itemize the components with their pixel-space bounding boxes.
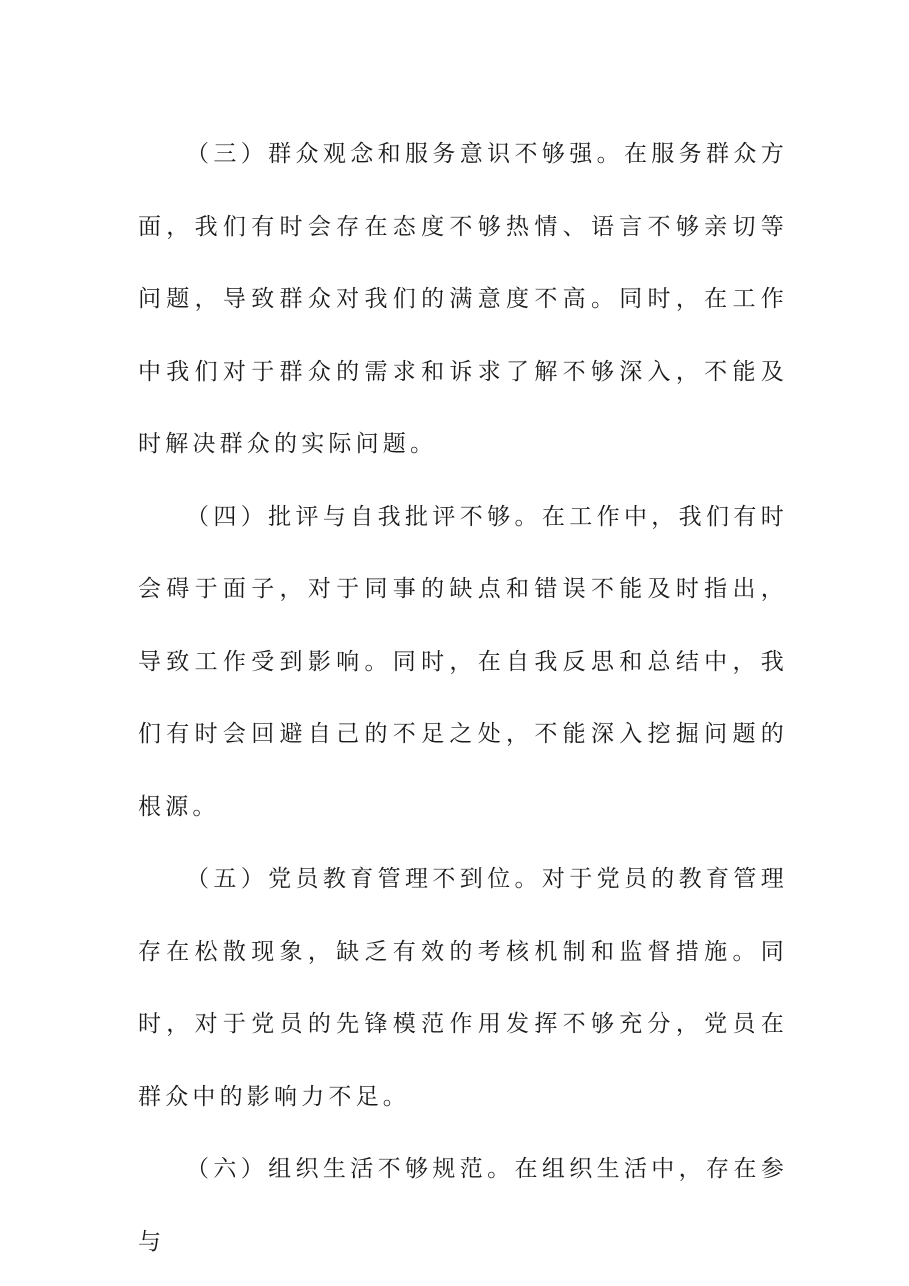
paragraph-5: （五）党员教育管理不到位。对于党员的教育管理存在松散现象，缺乏有效的考核机制和监督措施。同时，对于党员的先锋模范作用发挥不够充分，党员在群众中的影响力不足。 [138,866,788,1110]
paragraph-3: （三）群众观念和服务意识不够强。在服务群众方面，我们有时会存在态度不够热情、语言不够亲切等问题，导致群众对我们的满意度不高。同时，在工作中我们对于群众的需求和诉求了解不够深入，不能及时解决群众的实际问题。 [138,141,788,457]
paragraph-6: （六）组织生活不够规范。在组织生活中，存在参与 [138,1156,788,1255]
paragraph-4: （四）批评与自我批评不够。在工作中，我们有时会碍于面子，对于同事的缺点和错误不能及时指出，导致工作受到影响。同时，在自我反思和总结中，我们有时会回避自己的不足之处，不能深入挖掘问题的根源。 [138,503,788,820]
document-body [138,118,788,1278]
